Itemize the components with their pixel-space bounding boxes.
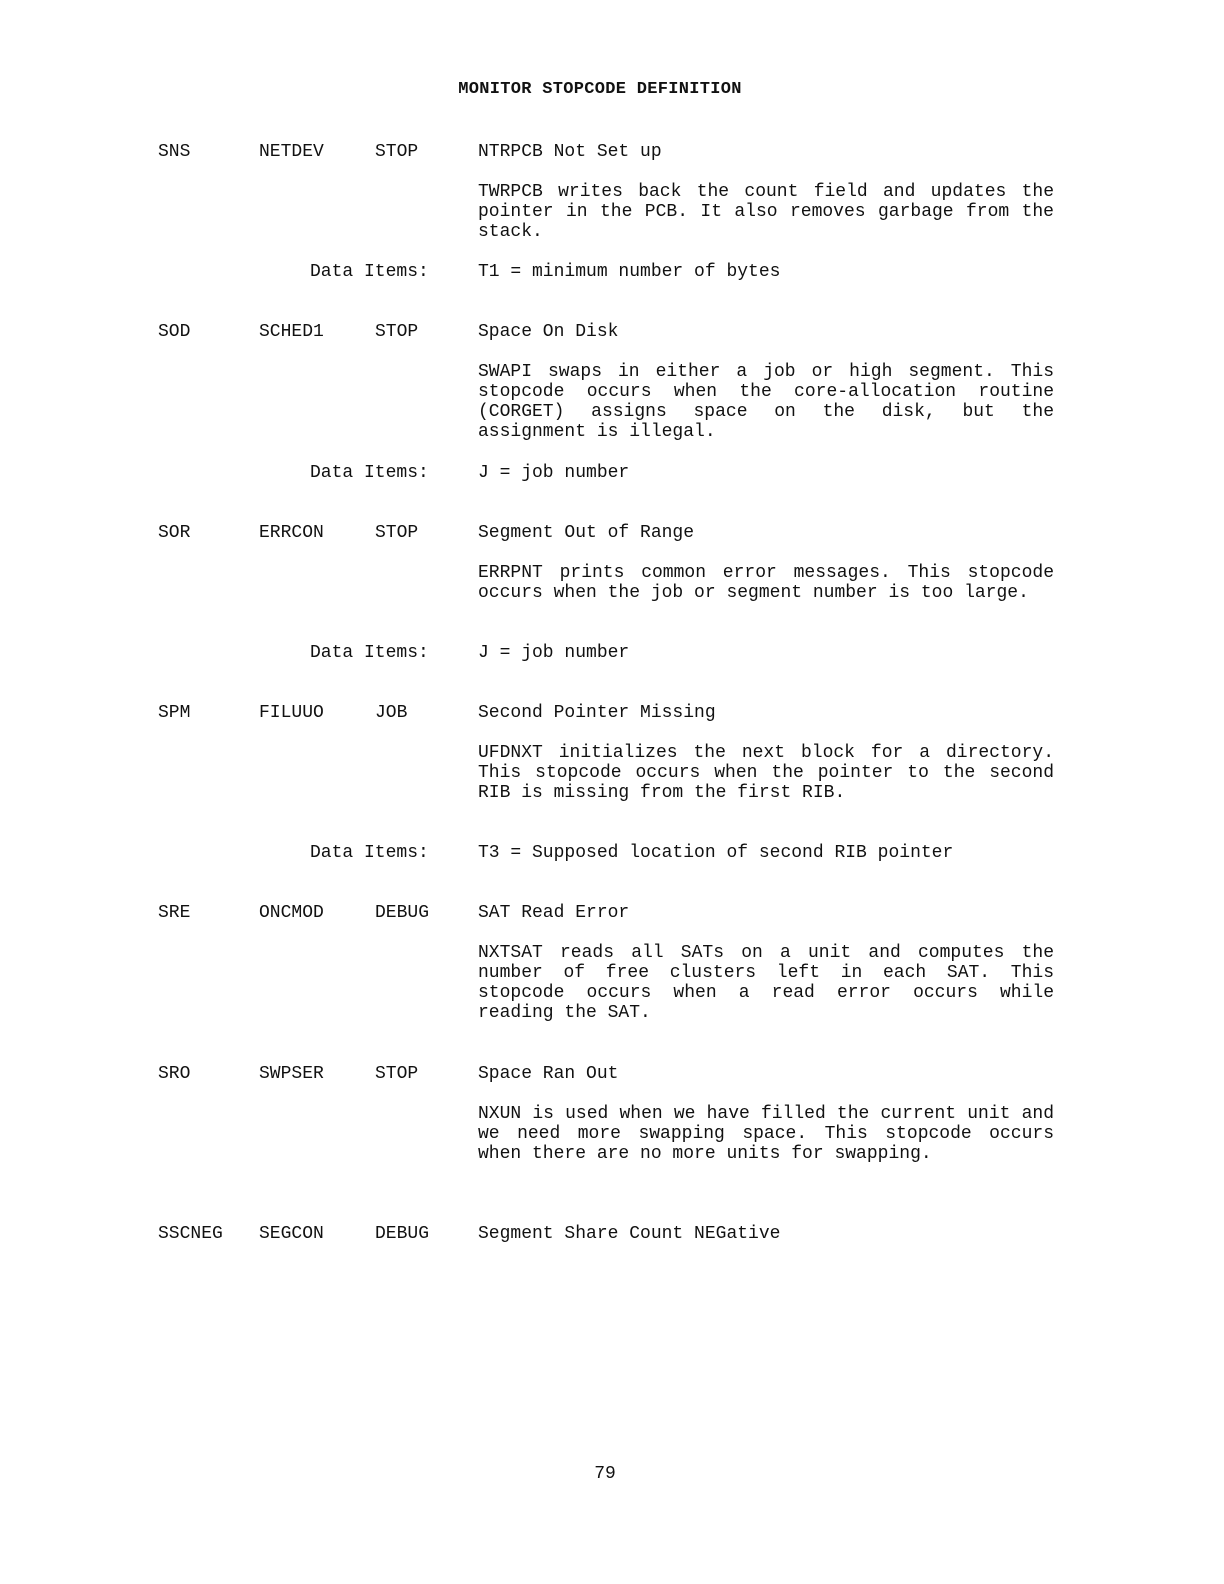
stopcode-action: DEBUG xyxy=(375,903,430,923)
stopcode-module: SEGCON xyxy=(259,1224,324,1244)
stopcode-module: ERRCON xyxy=(259,523,324,543)
stopcode-name: Space Ran Out xyxy=(478,1064,619,1084)
stopcode-code: SOR xyxy=(158,523,191,543)
stopcode-code: SRO xyxy=(158,1064,191,1084)
stopcode-description: ERRPNT prints common error messages. This stopcode occurs when the job or segment number is too large. xyxy=(478,563,1054,603)
stopcode-description: NXTSAT reads all SATs on a unit and computes the number of free clusters left in each SAT. This stopcode occurs when a read error occurs while reading the SAT. xyxy=(478,943,1054,1023)
stopcode-name: Space On Disk xyxy=(478,322,619,342)
stopcode-module: ONCMOD xyxy=(259,903,324,923)
stopcode-module: NETDEV xyxy=(259,142,324,162)
stopcode-name: Second Pointer Missing xyxy=(478,703,716,723)
stopcode-name: SAT Read Error xyxy=(478,903,630,923)
stopcode-code: SRE xyxy=(158,903,191,923)
stopcode-code: SOD xyxy=(158,322,191,342)
stopcode-code: SPM xyxy=(158,703,191,723)
stopcode-name: Segment Out of Range xyxy=(478,523,695,543)
stopcode-action: STOP xyxy=(375,142,419,162)
stopcode-module: SCHED1 xyxy=(259,322,324,342)
stopcode-description: TWRPCB writes back the count field and updates the pointer in the PCB. It also removes garbage from the stack. xyxy=(478,182,1054,242)
stopcode-description: NXUN is used when we have filled the current unit and we need more swapping space. This stopcode occurs when there are no more units for swapping. xyxy=(478,1104,1054,1164)
stopcode-action: DEBUG xyxy=(375,1224,430,1244)
data-items-value: J = job number xyxy=(478,643,630,663)
data-items-value: J = job number xyxy=(478,463,630,483)
page-number: 79 xyxy=(594,1464,616,1484)
stopcode-action: STOP xyxy=(375,523,419,543)
data-items-label: Data Items: xyxy=(310,643,429,663)
data-items-label: Data Items: xyxy=(310,843,429,863)
stopcode-action: STOP xyxy=(375,322,419,342)
stopcode-name: Segment Share Count NEGative xyxy=(478,1224,781,1244)
data-items-label: Data Items: xyxy=(310,262,429,282)
stopcode-code: SSCNEG xyxy=(158,1224,223,1244)
stopcode-module: SWPSER xyxy=(259,1064,324,1084)
stopcode-action: JOB xyxy=(375,703,408,723)
data-items-value: T1 = minimum number of bytes xyxy=(478,262,781,282)
stopcode-description: SWAPI swaps in either a job or high segment. This stopcode occurs when the core-allocation routine (CORGET) assigns space on the disk, but the assignment is illegal. xyxy=(478,362,1054,442)
stopcode-module: FILUUO xyxy=(259,703,324,723)
stopcode-name: NTRPCB Not Set up xyxy=(478,142,662,162)
page-title: MONITOR STOPCODE DEFINITION xyxy=(458,80,742,99)
data-items-value: T3 = Supposed location of second RIB pointer xyxy=(478,843,954,863)
stopcode-description: UFDNXT initializes the next block for a directory. This stopcode occurs when the pointer to the second RIB is missing from the first RIB. xyxy=(478,743,1054,803)
data-items-label: Data Items: xyxy=(310,463,429,483)
stopcode-code: SNS xyxy=(158,142,191,162)
stopcode-action: STOP xyxy=(375,1064,419,1084)
